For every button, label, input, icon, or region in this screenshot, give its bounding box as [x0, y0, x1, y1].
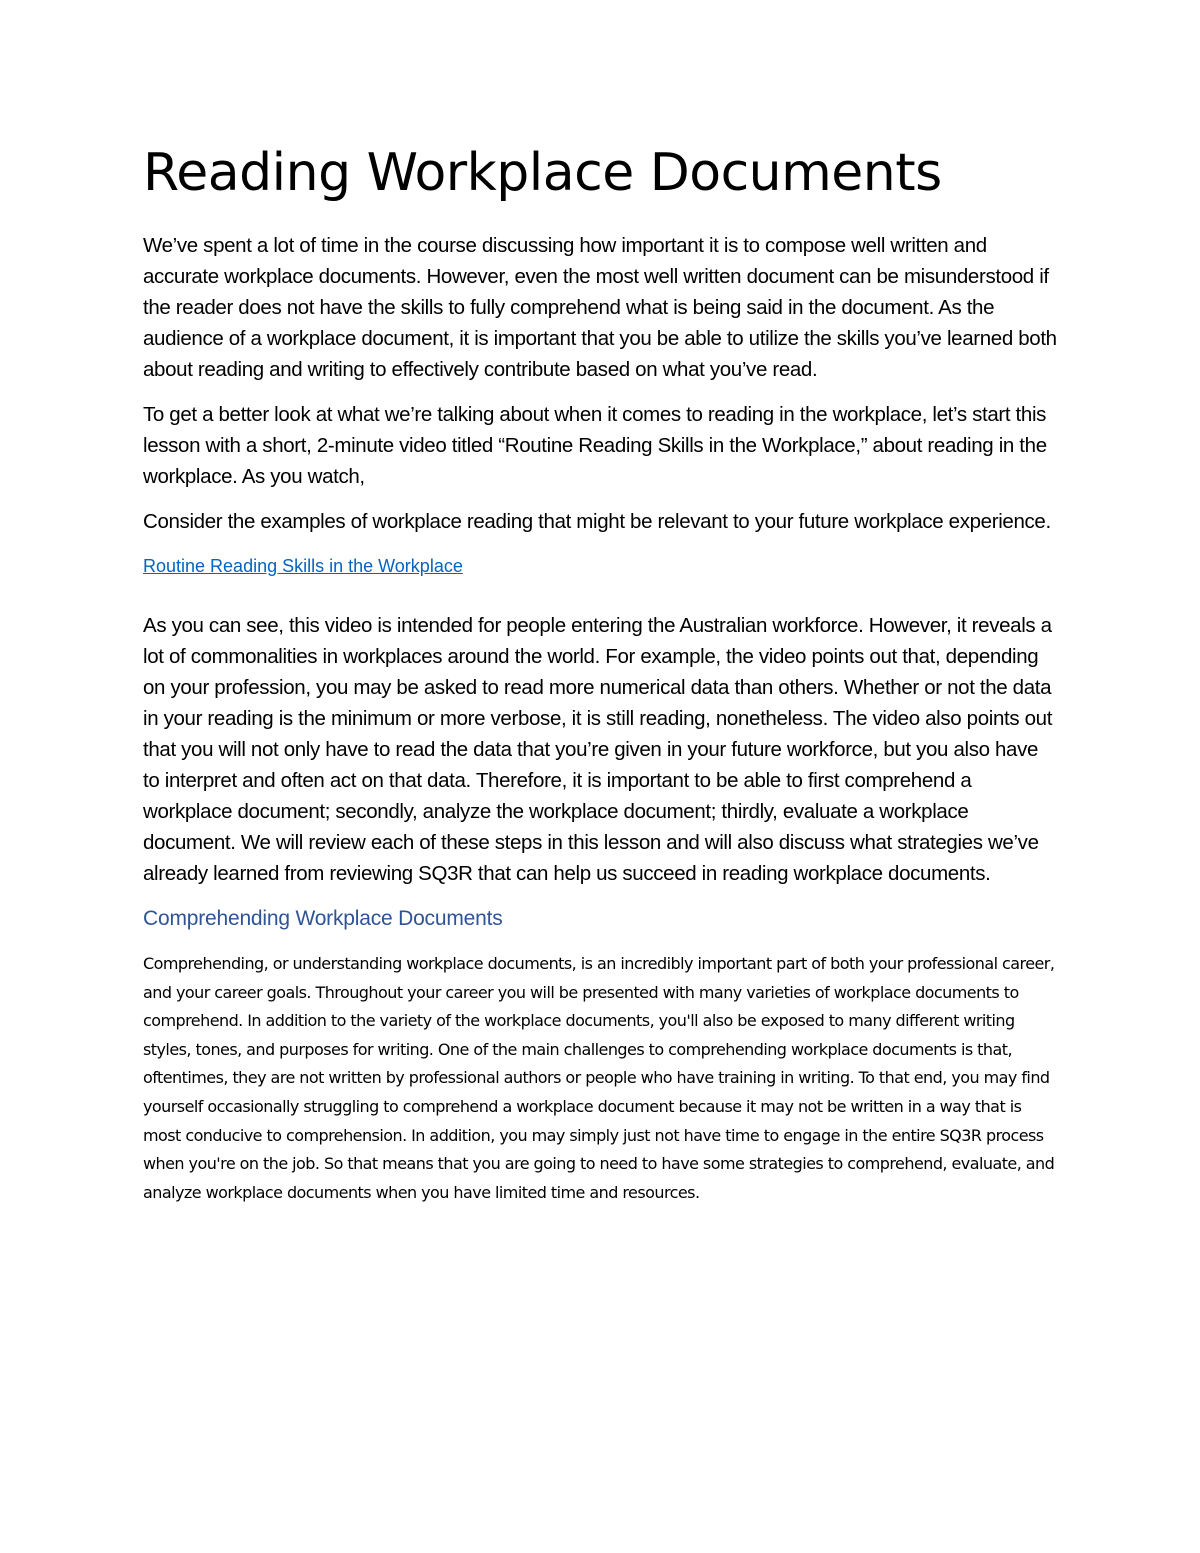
comprehending-paragraph: Comprehending, or understanding workplace documents, is an incredibly important part of both your professional career, and your career goals. Throughout your career you will be presented with many varieties of workplace documents to comprehend. In addition to the variety of the workplace documents, you'll also be exposed to many different writing styles, tones, and purposes for writing. One of the main challenges to comprehending workplace documents is that, oftentimes, they are not written by professional authors or people who have training in writing. To that end, you may find yourself occasionally struggling to comprehend a workplace document because it may not be written in a way that is most conducive to comprehension. In addition, you may simply just not have time to engage in the entire SQ3R process when you're on the job. So that means that you are going to need to have some strategies to comprehend, evaluate, and analyze workplace documents when you have limited time and resources. [143, 954, 1055, 1202]
document-page [143, 130, 1058, 1207]
video-discussion-paragraph: As you can see, this video is intended for people entering the Australian workforce. However, it reveals a lot of commonalities in workplaces around the world. For example, the video points out that, depending on your profession, you may be asked to read more numerical data than others. Whether or not the data in your reading is the minimum or more verbose, it is still reading, nonetheless. The video also points out that you will not only have to read the data that you’re given in your future workforce, but you also have to interpret and often act on that data. Therefore, it is important to be able to first comprehend a workplace document; secondly, analyze the workplace document; thirdly, evaluate a workplace document. We will review each of these steps in this lesson and will also discuss what strategies we’ve already learned from reviewing SQ3R that can help us succeed in reading workplace documents. [143, 614, 1053, 885]
section-heading: Comprehending Workplace Documents [143, 907, 503, 930]
intro-paragraph: We’ve spent a lot of time in the course discussing how important it is to compose well written and accurate workplace documents. However, even the most well written document can be misunderstood if the reader does not have the skills to fully comprehend what is being said in the document. As the audience of a workplace document, it is important that you be able to utilize the skills you’ve learned both about reading and writing to effectively contribute based on what you’ve read. [143, 234, 1057, 381]
video-link[interactable]: Routine Reading Skills in the Workplace [143, 556, 463, 576]
document-title: Reading Workplace Documents [143, 143, 942, 203]
video-intro-paragraph: To get a better look at what we’re talking about when it comes to reading in the workplace, let’s start this lesson with a short, 2-minute video titled “Routine Reading Skills in the Workplace,” about reading in the workplace. As you watch, [143, 403, 1047, 488]
consider-paragraph: Consider the examples of workplace reading that might be relevant to your future workplace experience. [143, 510, 1051, 533]
video-link-container [143, 551, 1058, 596]
